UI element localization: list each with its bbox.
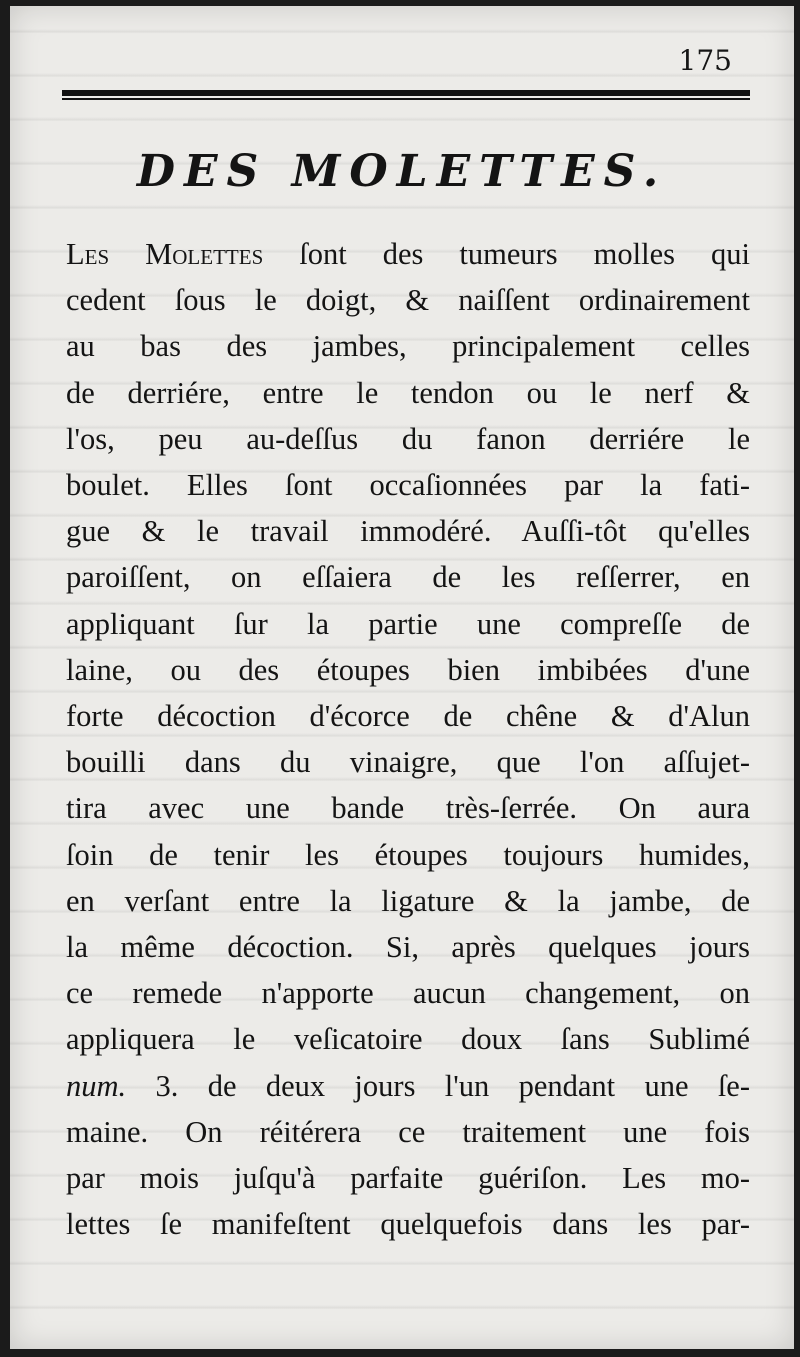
text-line: cedent ſous le doigt, & naiſſent ordinairement (66, 283, 750, 318)
text-line: par mois juſqu'à parfaite guériſon. Les mo- (66, 1161, 750, 1196)
num-rest: 3. de deux jours l'un pendant une ſe- (126, 1068, 750, 1103)
text-line: ſoin de tenir les étoupes toujours humides, (66, 837, 750, 872)
text-line: laine, ou des étoupes bien imbibées d'une (66, 652, 750, 687)
header-rule-thin (62, 98, 750, 100)
text-line: lettes ſe manifeſtent quelquefois dans les par- (66, 1207, 750, 1242)
text-line: maine. On réitérera ce traitement une fois (66, 1114, 750, 1149)
text-line: appliquera le veſicatoire doux ſans Sublimé (66, 1022, 750, 1057)
text-line: la même décoction. Si, après quelques jours (66, 930, 750, 965)
text-line: gue & le travail immodéré. Auſſi-tôt qu'elles (66, 514, 750, 549)
text-line (66, 1063, 750, 1109)
text-line: paroiſſent, on eſſaiera de les reſſerrer, en (66, 560, 750, 595)
text-line: l'os, peu au-deſſus du fanon derriére le (66, 421, 750, 456)
text-line (66, 231, 750, 277)
text-line: tira avec une bande très-ſerrée. On aura (66, 791, 750, 826)
text-line: forte décoction d'écorce de chêne & d'Alun (66, 699, 750, 734)
text-line: au bas des jambes, principalement celles (66, 329, 750, 364)
page-number: 175 (678, 44, 732, 77)
text-line: de derriére, entre le tendon ou le nerf & (66, 375, 750, 410)
book-page (10, 6, 794, 1349)
text-line: en verſant entre la ligature & la jambe, de (66, 883, 750, 918)
section-heading: DES MOLETTES. (136, 146, 668, 197)
header-rule (62, 90, 750, 96)
text-line: appliquant ſur la partie une compreſſe de (66, 606, 750, 641)
text-line: boulet. Elles ſont occaſionnées par la fati- (66, 468, 750, 503)
text-line: bouilli dans du vinaigre, que l'on aſſujet- (66, 745, 750, 780)
lead-rest: ſont des tumeurs molles qui (263, 237, 750, 271)
lead-smallcaps: Les Molettes (66, 237, 264, 271)
body-text (66, 231, 750, 1247)
num-italic: num. (66, 1068, 127, 1103)
text-line: ce remede n'apporte aucun changement, on (66, 976, 750, 1011)
